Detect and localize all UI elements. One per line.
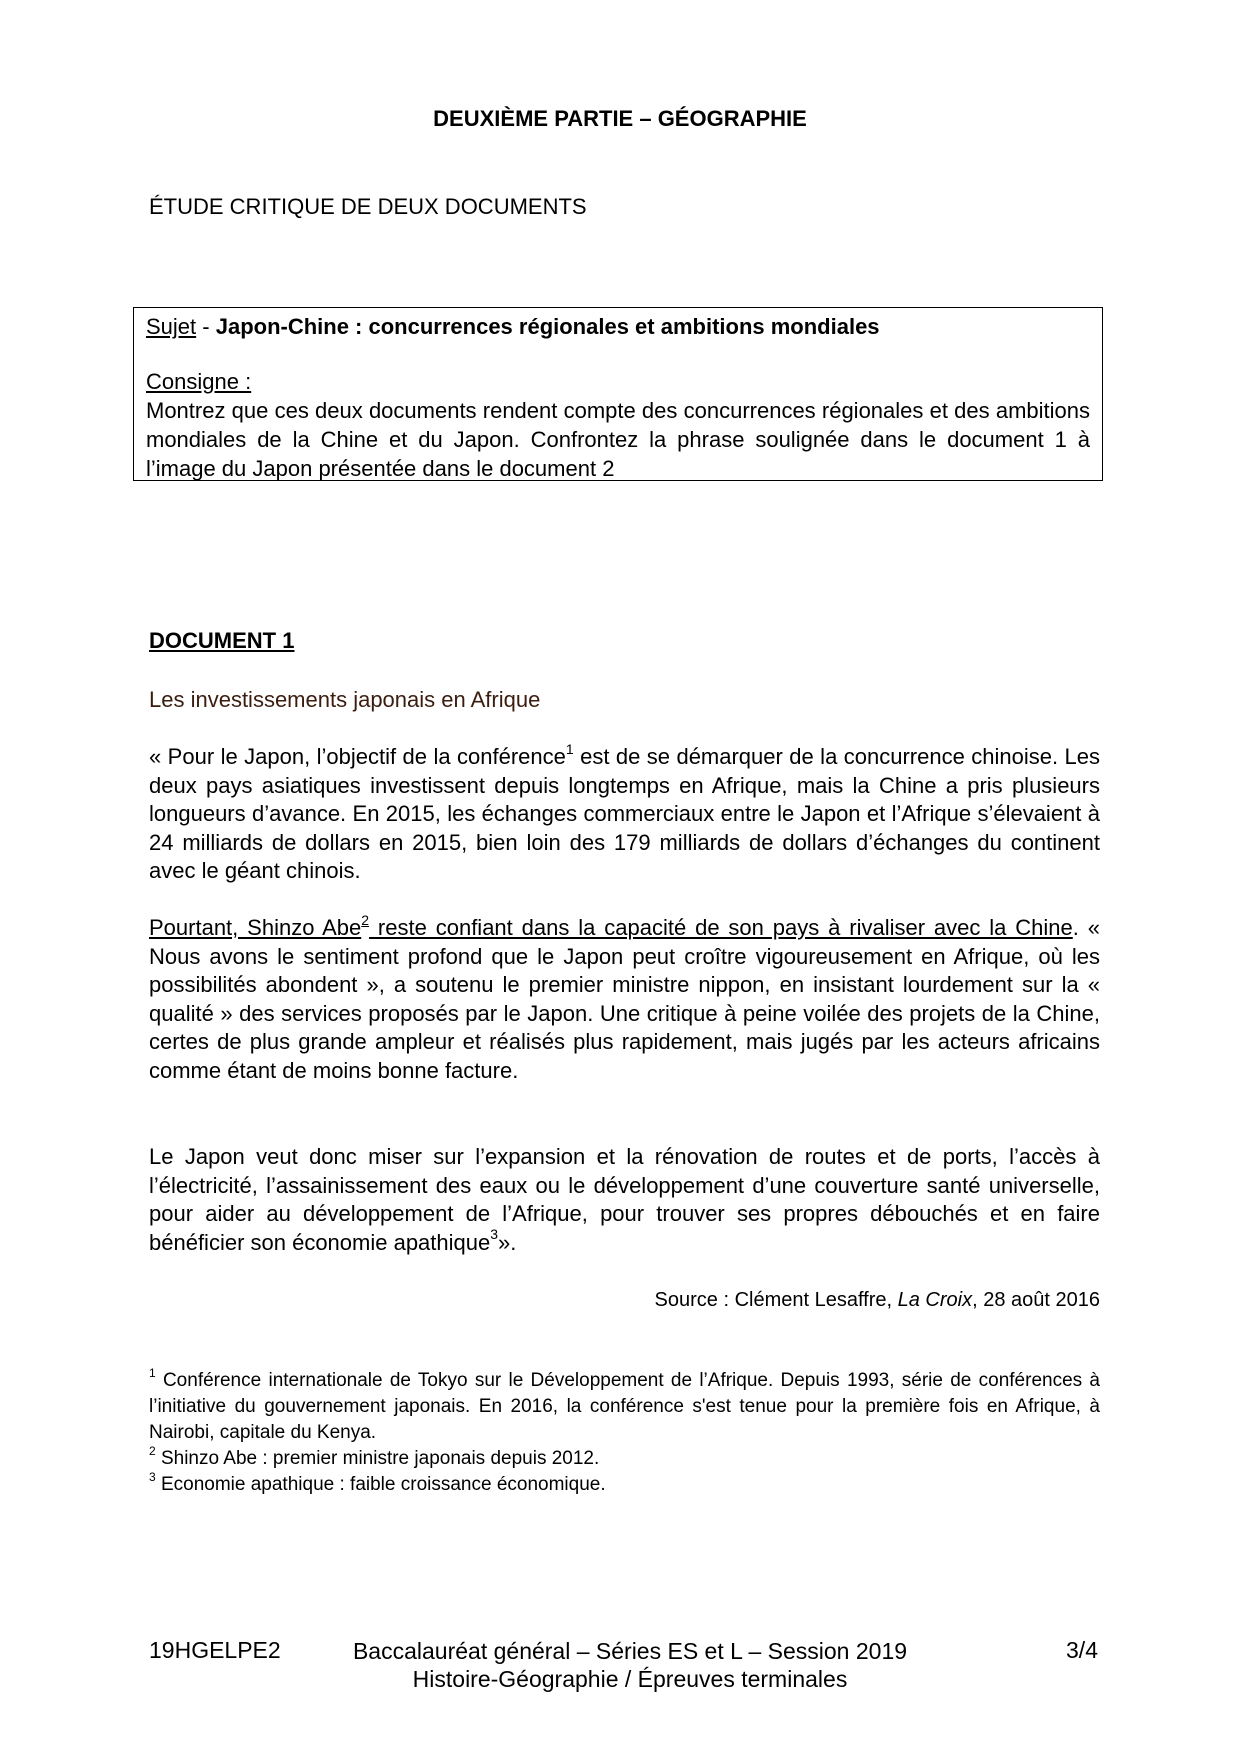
subject-line: [146, 312, 1090, 341]
subject-label: Sujet: [146, 314, 197, 339]
footer-code: 19HGELPE2: [149, 1637, 281, 1663]
footnote-ref-2: 2: [361, 911, 370, 928]
paragraph-3-text-b: ».: [498, 1229, 517, 1255]
subject-separator: -: [196, 314, 216, 339]
footnote: [149, 1469, 1100, 1498]
paragraph-1: [149, 740, 1100, 886]
paragraph-3-text-a: Le Japon veut donc miser sur l’expansion et la rénovation de routes et de ports, l’accès à l’électricité, l’assainissement des eaux ou le développement d’une couverture santé universelle, pour aider au développement de l’Afrique, pour trouver ses propres débouchés et en faire bénéficier son économie apathique: [149, 1144, 1100, 1255]
footnote-text: Shinzo Abe : premier ministre japonais depuis 2012.: [155, 1448, 600, 1469]
source-citation: [655, 1289, 1100, 1312]
footnote-text: Conférence internationale de Tokyo sur le Développement de l’Afrique. Depuis 1993, série de conférences à l’initiative du gouvernement japonais. En 2016, la conférence s'est tenue pour la première fois en Afrique, à Nairobi, capitale du Kenya.: [149, 1370, 1100, 1443]
paragraph-1-text-b: est de se démarquer de la concurrence chinoise. Les deux pays asiatiques investissent depuis longtemps en Afrique, mais la Chine a pris plusieurs longueurs d’avance. En 2015, les échanges commerciaux entre le Japon et l’Afrique s’élevaient à 24 milliards de dollars en 2015, bien loin des 179 milliards de dollars d’échanges du continent avec le géant chinois.: [149, 744, 1100, 884]
paragraph-2-rest: . « Nous avons le sentiment profond que le Japon peut croître vigoureusement en Afrique, où les possibilités abondent », a soutenu le premier ministre nippon, en insistant lourdement sur la « qualité » des services proposés par le Japon. Une critique à peine voilée des projets de la Chine, certes de plus grande ampleur et réalisés plus rapidement, mais jugés par les acteurs africains comme étant de moins bonne facture.: [149, 915, 1100, 1083]
footer-exam-line-2: Histoire-Géographie / Épreuves terminales: [412, 1666, 848, 1692]
footnotes: [149, 1365, 1100, 1498]
footnote-ref-1: 1: [565, 740, 574, 757]
footnote: [149, 1443, 1100, 1472]
underlined-sentence-a: Pourtant, Shinzo Abe: [149, 915, 362, 940]
footnote-number: 2: [149, 1443, 156, 1458]
subject-title: Japon-Chine : concurrences régionales et ambitions mondiales: [215, 314, 880, 339]
exercise-title: ÉTUDE CRITIQUE DE DEUX DOCUMENTS: [149, 194, 587, 219]
footnote-text: Economie apathique : faible croissance économique.: [155, 1474, 606, 1495]
document-1-title: DOCUMENT 1: [149, 628, 295, 653]
footnote: [149, 1365, 1100, 1446]
footnote-number: 3: [149, 1469, 156, 1484]
paragraph-1-text-a: « Pour le Japon, l’objectif de la conférence: [149, 744, 566, 769]
instruction-label: Consigne :: [146, 369, 252, 394]
source-publication: La Croix: [897, 1289, 973, 1311]
part-title: DEUXIÈME PARTIE – GÉOGRAPHIE: [433, 106, 807, 131]
footnote-number: 1: [149, 1365, 156, 1380]
footer-exam-info: [320, 1637, 940, 1693]
instruction-text: Montrez que ces deux documents rendent compte des concurrences régionales et des ambitions mondiales de la Chine et du Japon. Confrontez la phrase soulignée dans le document 1 à l’image du Japon présentée dans le document 2: [146, 398, 1090, 481]
paragraph-3: [149, 1143, 1100, 1257]
assignment-box: [133, 307, 1103, 481]
paragraph-2: [149, 911, 1100, 1086]
source-prefix: Source : Clément Lesaffre,: [654, 1289, 898, 1311]
page-number: 3/4: [1066, 1637, 1098, 1663]
underlined-sentence-b: reste confiant dans la capacité de son pays à rivaliser avec la Chine: [369, 915, 1073, 940]
footnote-ref-3: 3: [490, 1226, 499, 1243]
footer-exam-line-1: Baccalauréat général – Séries ES et L – Session 2019: [352, 1638, 908, 1664]
document-1-subtitle: Les investissements japonais en Afrique: [149, 687, 541, 712]
source-suffix: , 28 août 2016: [972, 1289, 1100, 1311]
